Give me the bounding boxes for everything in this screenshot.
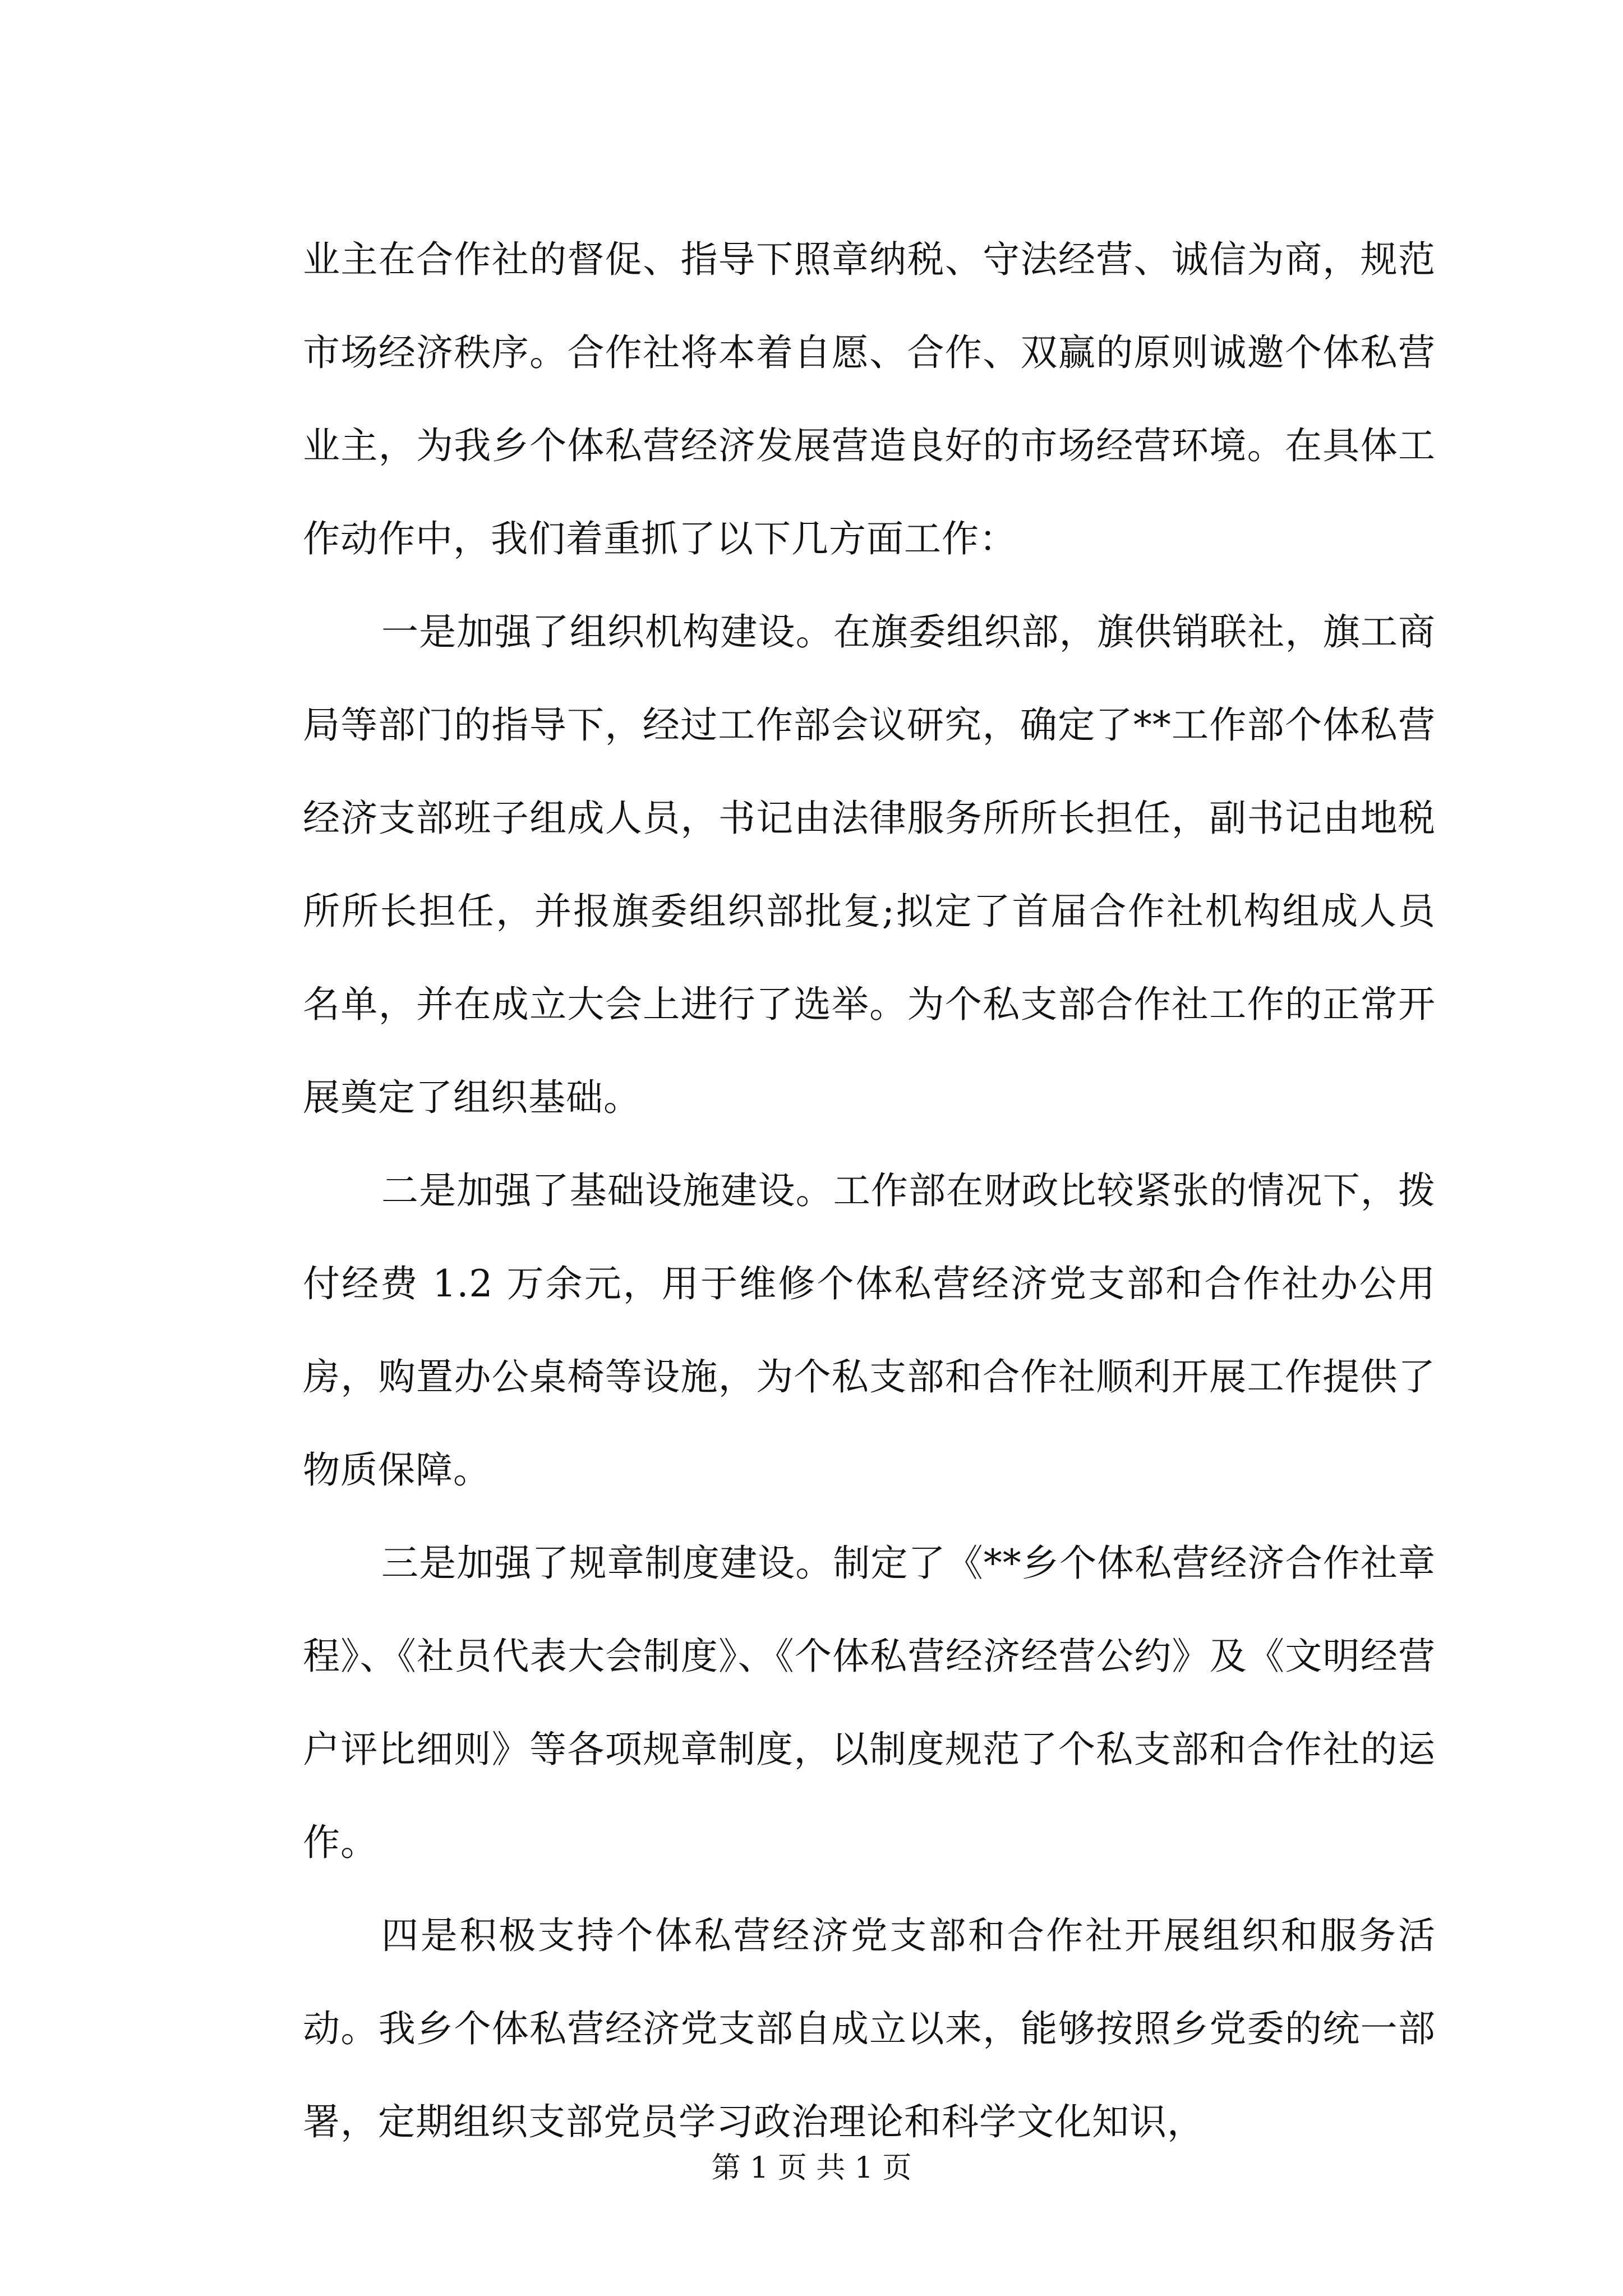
document-body	[303, 213, 1436, 2169]
paragraph-3: 二是加强了基础设施建设。工作部在财政比较紧张的情况下，拨付经费 1.2 万余元，用于维修个体私营经济党支部和合作社办公用房，购置办公桌椅等设施，为个私支部和合作社顺利开展工作提供了物质保障。	[303, 1169, 1436, 1492]
page-footer: 第 1 页 共 1 页	[711, 2151, 912, 2185]
paragraph-5: 四是积极支持个体私营经济党支部和合作社开展组织和服务活动。我乡个体私营经济党支部自成立以来，能够按照乡党委的统一部署，定期组织支部党员学习政治理论和科学文化知识，	[303, 1914, 1436, 2143]
paragraph-1: 业主在合作社的督促、指导下照章纳税、守法经营、诚信为商，规范市场经济秩序。合作社将本着自愿、合作、双赢的原则诚邀个体私营业主，为我乡个体私营经济发展营造良好的市场经营环境。在具体工作动作中，我们着重抓了以下几方面工作：	[303, 238, 1436, 560]
paragraph-2: 一是加强了组织机构建设。在旗委组织部，旗供销联社，旗工商局等部门的指导下，经过工作部会议研究，确定了**工作部个体私营经济支部班子组成人员，书记由法律服务所所长担任，副书记由地税所所长担任，并报旗委组织部批复;拟定了首届合作社机构组成人员名单，并在成立大会上进行了选举。为个私支部合作社工作的正常开展奠定了组织基础。	[303, 610, 1436, 1119]
paragraph-4: 三是加强了规章制度建设。制定了《**乡个体私营经济合作社章程》、《社员代表大会制度》、《个体私营经济经营公约》及《文明经营户评比细则》等各项规章制度，以制度规范了个私支部和合作社的运作。	[303, 1542, 1436, 1864]
